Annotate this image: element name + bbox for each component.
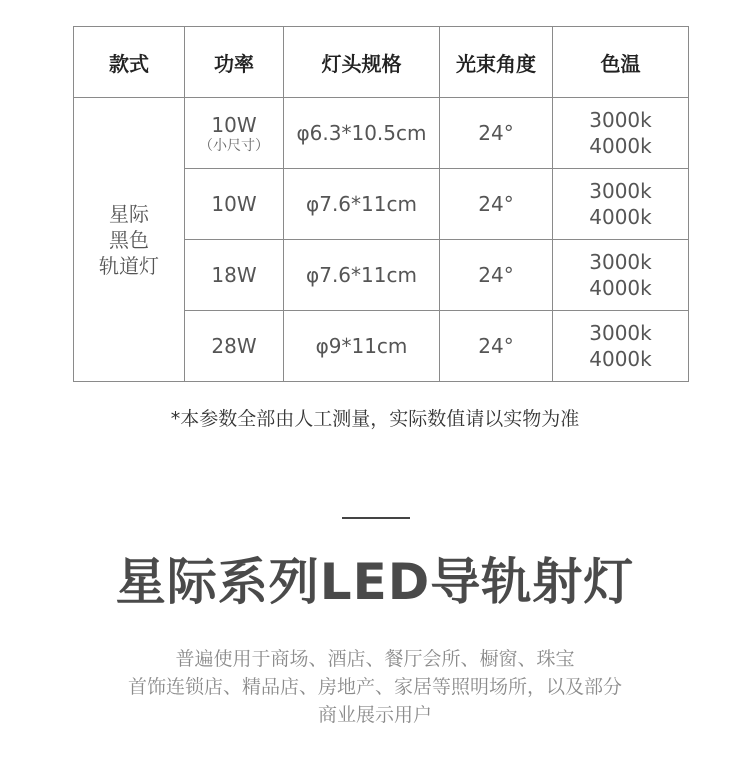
header-lamp-size: 灯头规格 xyxy=(284,27,440,98)
header-power: 功率 xyxy=(185,27,284,98)
temp-value: 3000k xyxy=(589,108,652,132)
size-cell: φ7.6*11cm xyxy=(284,240,440,311)
temp-cell xyxy=(553,98,689,169)
model-cell xyxy=(74,98,185,382)
header-model: 款式 xyxy=(74,27,185,98)
temp-value: 4000k xyxy=(589,134,652,158)
power-cell: 18W xyxy=(185,240,284,311)
temp-value: 4000k xyxy=(589,276,652,300)
power-cell: 28W xyxy=(185,311,284,382)
model-line: 轨道灯 xyxy=(99,253,159,278)
power-cell xyxy=(185,98,284,169)
angle-cell: 24° xyxy=(440,169,553,240)
power-note: （小尺寸） xyxy=(199,138,269,154)
header-color-temp: 色温 xyxy=(553,27,689,98)
header-beam-angle: 光束角度 xyxy=(440,27,553,98)
model-line: 黑色 xyxy=(109,227,149,252)
power-cell: 10W xyxy=(185,169,284,240)
angle-cell: 24° xyxy=(440,240,553,311)
section-divider xyxy=(342,517,410,519)
table-header-row xyxy=(74,27,689,98)
temp-cell xyxy=(553,311,689,382)
size-cell: φ6.3*10.5cm xyxy=(284,98,440,169)
model-line: 星际 xyxy=(109,201,149,226)
product-description xyxy=(90,645,660,729)
table-row xyxy=(74,98,689,169)
description-line: 首饰连锁店、精品店、房地产、家居等照明场所，以及部分 xyxy=(127,676,622,698)
temp-cell xyxy=(553,240,689,311)
temp-value: 3000k xyxy=(589,250,652,274)
measurement-note: *本参数全部由人工测量，实际数值请以实物为准 xyxy=(170,408,580,430)
angle-cell: 24° xyxy=(440,98,553,169)
size-cell: φ9*11cm xyxy=(284,311,440,382)
angle-cell: 24° xyxy=(440,311,553,382)
temp-value: 4000k xyxy=(589,347,652,371)
size-cell: φ7.6*11cm xyxy=(284,169,440,240)
description-line: 普遍使用于商场、酒店、餐厅会所、橱窗、珠宝 xyxy=(175,648,575,670)
description-line: 商业展示用户 xyxy=(317,704,432,726)
spec-table xyxy=(73,26,689,382)
temp-value: 4000k xyxy=(589,205,652,229)
temp-value: 3000k xyxy=(589,179,652,203)
power-value: 10W xyxy=(211,113,257,137)
product-headline: 星际系列LED导轨射灯 xyxy=(115,553,635,611)
temp-cell xyxy=(553,169,689,240)
temp-value: 3000k xyxy=(589,321,652,345)
